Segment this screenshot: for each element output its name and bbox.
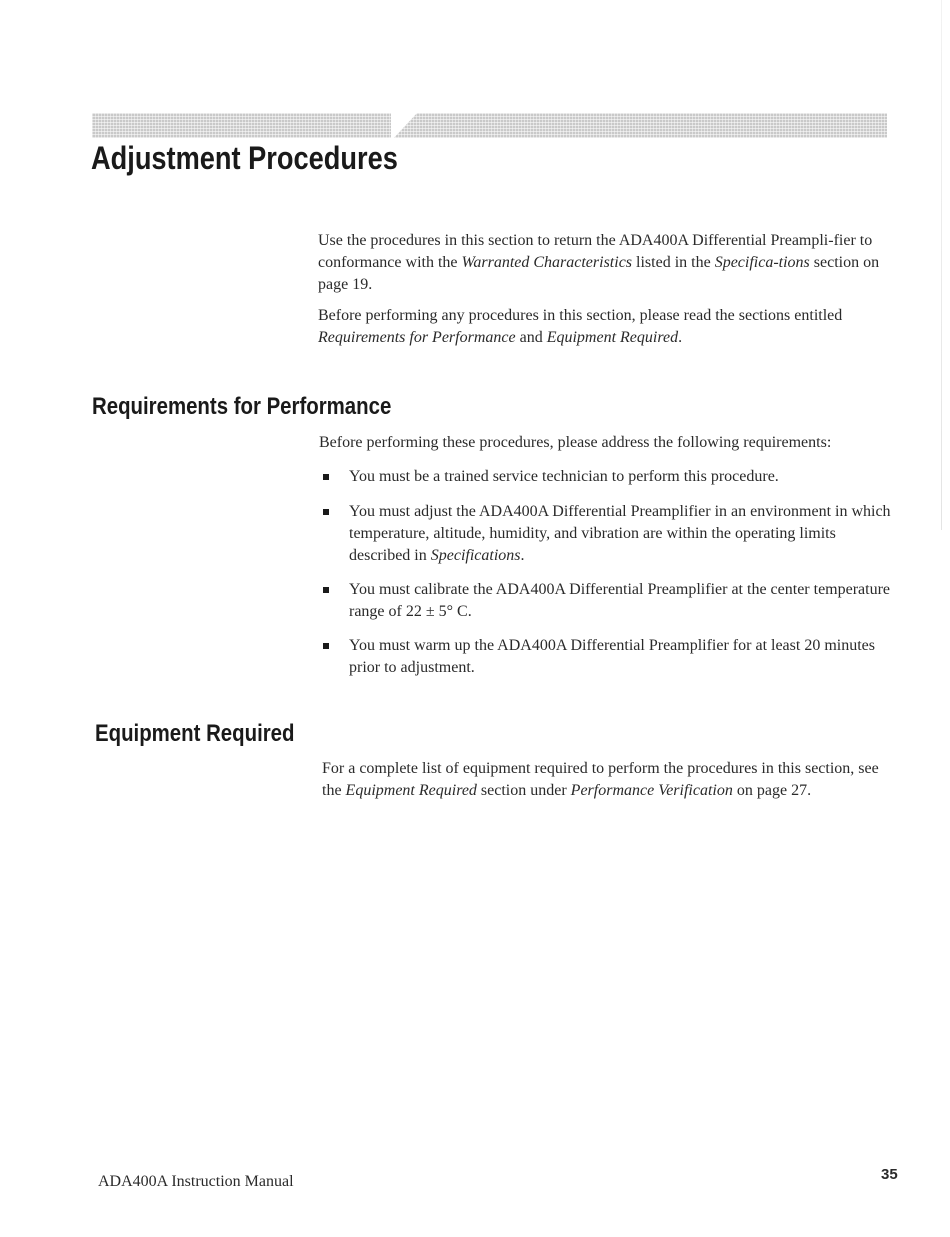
intro-paragraph-1 — [318, 230, 888, 296]
list-item — [320, 501, 895, 567]
intro-p1-italic-2: Specifica-tions — [714, 254, 810, 271]
equipment-heading: Equipment Required — [95, 720, 295, 747]
page-number: 35 — [881, 1166, 898, 1183]
page-title: Adjustment Procedures — [91, 140, 398, 176]
list-item — [320, 579, 895, 623]
equipment-italic-2: Performance Verification — [570, 782, 733, 799]
intro-p2-text-c: . — [678, 329, 683, 346]
equipment-paragraph — [322, 758, 892, 802]
intro-p2-text-a: Before performing any procedures in this section, please read the sections entitled — [318, 307, 843, 324]
intro-p2-italic-2: Equipment Required — [546, 329, 679, 346]
square-bullet-icon — [323, 509, 329, 515]
intro-p1-text-b: listed in the — [632, 254, 715, 271]
intro-p2-italic-1: Requirements for Performance — [318, 329, 516, 346]
equipment-italic-1: Equipment Required — [345, 782, 477, 799]
list-item-italic: Specifications — [430, 547, 521, 564]
list-item-text: You must be a trained service technician to perform this procedure. — [349, 468, 779, 485]
page-edge-line — [941, 0, 942, 530]
intro-p1-italic-1: Warranted Characteristics — [461, 254, 633, 271]
list-item-text: You must adjust the ADA400A Differential Preamplifier in an environment in which temperature, altitude, humidity, and vibration are within the operating limits described in — [349, 503, 891, 564]
equipment-text-b: section under — [476, 782, 571, 799]
square-bullet-icon — [323, 587, 329, 593]
square-bullet-icon — [323, 643, 329, 649]
list-item — [320, 635, 895, 679]
intro-p1-text-a: Use the procedures in this section to return the ADA400A Differential Preampli-fier to conformance with the — [318, 232, 873, 271]
requirements-lead: Before performing these procedures, please address the following requirements: — [319, 434, 832, 451]
equipment-text-c: on page 27. — [732, 782, 812, 799]
banner-notch — [377, 113, 419, 138]
list-item-tail: . — [520, 547, 525, 564]
intro-p2-text-b: and — [515, 329, 547, 346]
list-item-text: You must calibrate the ADA400A Differential Preamplifier at the center temperature range of 22 ± 5° C. — [349, 581, 891, 620]
header-banner — [92, 113, 887, 138]
square-bullet-icon — [323, 474, 329, 480]
footer-manual-title: ADA400A Instruction Manual — [98, 1173, 294, 1190]
list-item-text: You must warm up the ADA400A Differential Preamplifier for at least 20 minutes prior to adjustment. — [349, 637, 875, 676]
requirements-list — [320, 466, 895, 691]
equipment-text-a: For a complete list of equipment required to perform the procedures in this section, see the — [322, 760, 879, 799]
intro-paragraph-2 — [318, 305, 888, 349]
requirements-heading: Requirements for Performance — [92, 393, 392, 420]
intro-p1-text-c: section on page 19. — [318, 254, 880, 293]
list-item — [320, 466, 895, 488]
